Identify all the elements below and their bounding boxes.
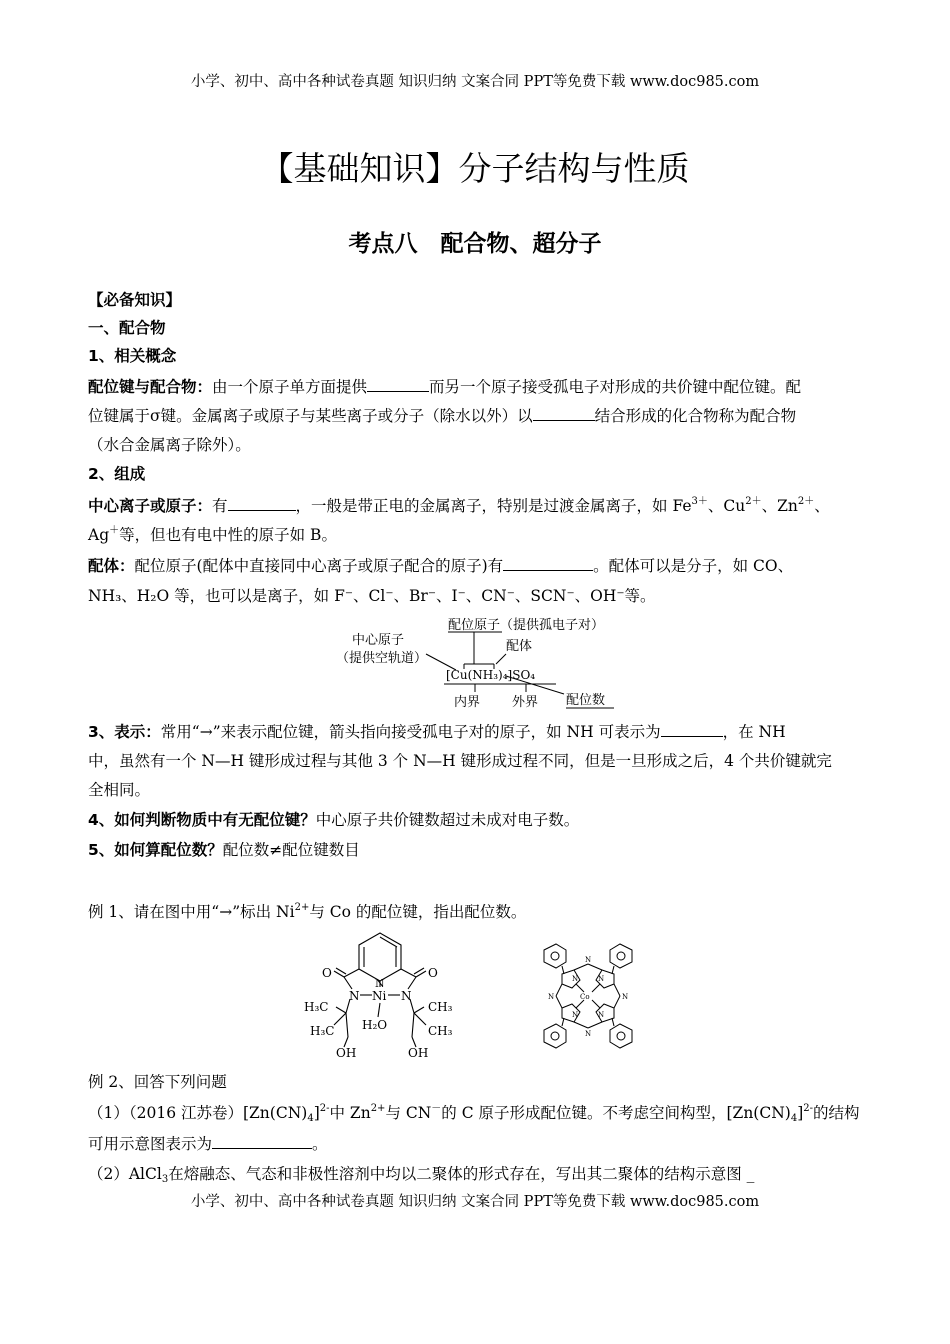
- page-header: 小学、初中、高中各种试卷真题 知识归纳 文案合同 PPT等免费下载 www.doc985.com: [190, 74, 760, 90]
- answer-blank: [533, 404, 595, 421]
- text: 而另一个原子接受孤电子对形成的共价键中配位键。配: [429, 378, 802, 396]
- label-outer-sphere: 外界: [512, 695, 539, 710]
- label-ligand: 配体: [506, 639, 533, 654]
- charge: 2-: [803, 1103, 814, 1114]
- benzo-ring: [544, 1024, 566, 1048]
- benzo-ring: [610, 1024, 632, 1048]
- charge: 2+: [294, 902, 310, 913]
- text: 位键属于σ键。金属离子或原子与某些离子或分子（除水以外）以: [88, 407, 533, 425]
- charge: －: [431, 1103, 442, 1114]
- answer-blank: [367, 375, 429, 392]
- section-must-know: 【必备知识】: [88, 291, 182, 309]
- label: 配位键与配合物：: [88, 378, 213, 396]
- paragraph-notation-line3: 全相同。: [88, 781, 151, 799]
- methyl-right-1: CH₃: [428, 1000, 453, 1014]
- label: 中心离子或原子：: [88, 497, 213, 515]
- subscript: 4: [790, 1113, 798, 1124]
- subscript: 3: [161, 1174, 169, 1185]
- pointer-central-atom: [426, 654, 456, 670]
- methyl-left-1: H₃C: [304, 1000, 329, 1014]
- label: 5、如何算配位数？: [88, 841, 223, 859]
- methyl-left-2: H₃C: [310, 1024, 335, 1038]
- paragraph-judge: [88, 806, 864, 835]
- text: 、Zn: [761, 497, 798, 515]
- pyrrole-nitrogen: N: [598, 975, 605, 983]
- amide-nitrogen-left: N: [349, 989, 360, 1003]
- paragraph-concept-line2: [88, 402, 864, 431]
- paragraph-central-line2: [88, 521, 864, 550]
- text: 结合形成的化合物称为配合物: [594, 407, 797, 425]
- charge: 2＋: [745, 496, 762, 507]
- amide-nitrogen-right: N: [401, 989, 412, 1003]
- text: Ag: [88, 526, 110, 544]
- text: 可用示意图表示为: [88, 1135, 213, 1153]
- answer-blank: [503, 554, 593, 571]
- answer-blank: [212, 1132, 312, 1149]
- question-1-line2: [88, 1130, 864, 1159]
- page-subtitle: 考点八 配合物、超分子: [348, 231, 602, 257]
- charge: 3＋: [691, 496, 708, 507]
- nickel-atom: Ni: [372, 989, 387, 1003]
- page-title: 【基础知识】分子结构与性质: [260, 149, 690, 188]
- paragraph-concept-line3: （水合金属离子除外）。: [88, 436, 251, 454]
- example-1-prompt: [88, 898, 864, 927]
- text: 配位原子(配体中直接同中心离子或原子配合的原子)有: [134, 557, 504, 575]
- text: 与 CN: [385, 1104, 432, 1122]
- label-central-note: （提供空轨道）: [336, 651, 428, 666]
- bridging-nitrogen: N: [622, 993, 629, 1001]
- text: 的结构: [813, 1104, 860, 1122]
- text: 等，但也有电中性的原子如 B。: [119, 526, 337, 544]
- text: 中心原子共价键数超过未成对电子数。: [315, 811, 580, 829]
- text: （2）AlCl: [88, 1165, 162, 1183]
- paragraph-ligand-line2: NH₃、H₂O 等，也可以是离子，如 F⁻、Cl⁻、Br⁻、I⁻、CN⁻、SCN⁻、OH⁻等。: [88, 587, 656, 605]
- subscript: 4: [307, 1113, 314, 1124]
- question-2-line1: [88, 1160, 864, 1189]
- charge: 2+: [370, 1103, 386, 1114]
- hydroxyl-left: OH: [336, 1046, 357, 1060]
- paragraph-concept-line1: [88, 373, 864, 402]
- text: 有: [212, 497, 228, 515]
- charge: 2＋: [797, 496, 815, 507]
- paragraph-coordination-number: [88, 836, 864, 865]
- bridging-nitrogen: N: [585, 956, 592, 964]
- section-1-heading: 一、配合物: [88, 319, 166, 337]
- text: 在熔融态、气态和非极性溶剂中均以二聚体的形式存在，写出其二聚体的结构示意图 _: [168, 1165, 755, 1183]
- pyridine-nitrogen: N: [375, 977, 385, 990]
- formula: [Cu(NH₃)₄]SO₄: [446, 668, 536, 682]
- text: 。: [312, 1135, 328, 1153]
- benzo-ring: [610, 944, 632, 968]
- methyl-right-2: CH₃: [428, 1024, 453, 1038]
- question-1-line1: [88, 1099, 864, 1128]
- charge: ＋: [109, 525, 120, 536]
- example-2-heading: 例 2、回答下列问题: [88, 1073, 227, 1091]
- subsection-1-heading: 1、相关概念: [88, 347, 177, 365]
- text: ，在 NH: [722, 723, 786, 741]
- paragraph-notation-line1: [88, 718, 864, 747]
- paragraph-notation-line2: 中，虽然有一个 N—H 键形成过程与其他 3 个 N—H 键形成过程不同，但是一旦形成之后，4 个共价键就完: [88, 752, 832, 770]
- text: 与 Co 的配位键，指出配位数。: [309, 903, 527, 921]
- cobalt-phthalocyanine-structure: [528, 930, 648, 1060]
- label: 配体：: [88, 557, 135, 575]
- pyrrole-nitrogen: N: [572, 1011, 579, 1019]
- paragraph-central-line1: [88, 492, 864, 521]
- text: 例 1、请在图中用“→”标出 Ni: [88, 903, 295, 921]
- text: 、: [814, 497, 830, 515]
- nickel-complex-structure: [300, 925, 460, 1063]
- text: （1）（2016 江苏卷）[Zn(CN): [88, 1104, 308, 1122]
- charge: 2-: [319, 1103, 330, 1114]
- pyrrole-nitrogen: N: [572, 975, 579, 983]
- text: 、Cu: [707, 497, 746, 515]
- bridging-nitrogen: N: [585, 1030, 592, 1038]
- page-footer: 小学、初中、高中各种试卷真题 知识归纳 文案合同 PPT等免费下载 www.doc985.com: [190, 1194, 760, 1210]
- water-ligand: H₂O: [362, 1018, 388, 1032]
- label-central-atom: 中心原子: [352, 633, 405, 648]
- oxygen-right: O: [428, 966, 438, 980]
- pyridine-ring: [359, 933, 401, 981]
- text: 。配体可以是分子，如 CO、: [593, 557, 794, 575]
- text: ]: [313, 1104, 320, 1122]
- pointer-ligand: [496, 654, 506, 664]
- paragraph-ligand-line1: [88, 552, 864, 581]
- label: 4、如何判断物质中有无配位键？: [88, 811, 316, 829]
- subsection-2-heading: 2、组成: [88, 465, 146, 483]
- complex-structure-diagram: [330, 612, 630, 710]
- bridging-nitrogen: N: [548, 993, 555, 1001]
- label: 3、表示：: [88, 723, 161, 741]
- text: 常用“→”来表示配位键，箭头指向接受孤电子对的原子，如 NH 可表示为: [160, 723, 661, 741]
- text: 配位数≠配位键数目: [222, 841, 360, 859]
- benzo-ring: [544, 944, 566, 968]
- text: ]: [797, 1104, 804, 1122]
- oxygen-left: O: [322, 966, 332, 980]
- text: 的 C 原子形成配位键。不考虑空间构型，[Zn(CN): [441, 1104, 791, 1122]
- cobalt-atom: Co: [580, 993, 590, 1001]
- answer-blank: [228, 494, 296, 511]
- label-inner-sphere: 内界: [454, 695, 481, 710]
- text: ，一般是带正电的金属离子，特别是过渡金属离子，如 Fe: [295, 497, 692, 515]
- hydroxyl-right: OH: [408, 1046, 429, 1060]
- pyrrole-nitrogen: N: [598, 1011, 605, 1019]
- label-ligand-atom: 配位原子（提供孤电子对）: [448, 618, 605, 633]
- text: 中 Zn: [329, 1104, 371, 1122]
- answer-blank: [661, 720, 723, 737]
- text: 由一个原子单方面提供: [212, 378, 368, 396]
- label-coordination-number: 配位数: [566, 693, 606, 708]
